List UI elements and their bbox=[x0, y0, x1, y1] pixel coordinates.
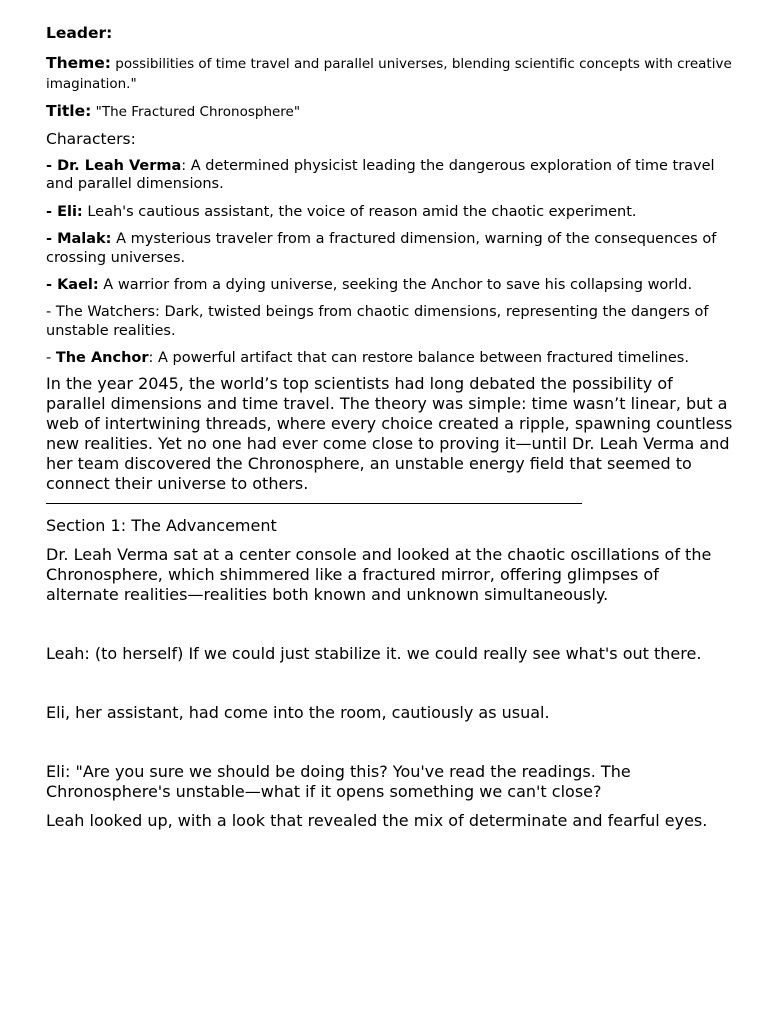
title-label: Title: bbox=[46, 102, 92, 121]
section-heading: Section 1: The Advancement bbox=[46, 515, 277, 535]
leader-label: Leader: bbox=[46, 24, 113, 42]
horizontal-rule bbox=[46, 503, 582, 504]
character-name: - Dr. Leah Verma bbox=[46, 157, 182, 174]
story-paragraph: Eli: "Are you sure we should be doing this? You've read the readings. The Chronosphere's unstable—what if it opens something we can't close? bbox=[46, 761, 631, 801]
character-name: The Anchor bbox=[55, 350, 149, 367]
title-line bbox=[46, 101, 736, 121]
character-name: - Malak: bbox=[46, 231, 112, 248]
character-entry bbox=[46, 349, 736, 367]
character-name: - Kael: bbox=[46, 276, 99, 293]
story-paragraph: Leah looked up, with a look that revealed the mix of determinate and fearful eyes. bbox=[46, 810, 708, 830]
story-paragraph: Eli, her assistant, had come into the room, cautiously as usual. bbox=[46, 702, 550, 722]
theme-line bbox=[46, 53, 736, 92]
character-entry bbox=[46, 157, 736, 194]
character-entry bbox=[46, 203, 736, 221]
character-description: : A determined physicist leading the dangerous exploration of time travel and parallel dimensions. bbox=[46, 157, 715, 193]
character-name: - The Watchers: bbox=[46, 304, 160, 321]
character-entry bbox=[46, 276, 736, 294]
character-description: A mysterious traveler from a fractured dimension, warning of the consequences of crossing universes. bbox=[46, 231, 717, 266]
character-prefix: - bbox=[46, 350, 56, 367]
character-entry bbox=[46, 303, 736, 340]
intro-paragraph: In the year 2045, the world’s top scientists had long debated the possibility of parallel dimensions and time travel. The theory was simple: time wasn’t linear, but a web of intertwining threads, where every choice created a ripple, spawning countless new realities. Yet no one had ever come close to proving it—until Dr. Leah Verma and her team discovered the Chronosphere, an unstable energy field that seemed to connect their universe to others. bbox=[46, 373, 733, 493]
characters-heading: Characters: bbox=[46, 129, 136, 148]
document-page bbox=[46, 24, 736, 831]
title-text: "The Fractured Chronosphere" bbox=[91, 104, 301, 121]
story-paragraph: Dr. Leah Verma sat at a center console and looked at the chaotic oscillations of the Chronosphere, which shimmered like a fractured mirror, offering glimpses of alternate realities—realities both known and unknown simultaneously. bbox=[46, 544, 712, 604]
character-description: : A powerful artifact that can restore balance between fractured timelines. bbox=[148, 350, 689, 367]
character-description: Leah's cautious assistant, the voice of reason amid the chaotic experiment. bbox=[82, 203, 637, 220]
character-description: Dark, twisted beings from chaotic dimensions, representing the dangers of unstable realities. bbox=[46, 304, 709, 339]
character-entry bbox=[46, 230, 736, 267]
theme-label: Theme: bbox=[46, 54, 111, 73]
theme-text: possibilities of time travel and parallel universes, blending scientific concepts with creative imagination." bbox=[46, 56, 732, 92]
character-name: - Eli: bbox=[46, 203, 83, 220]
character-description: A warrior from a dying universe, seeking the Anchor to save his collapsing world. bbox=[98, 276, 693, 293]
story-paragraph: Leah: (to herself) If we could just stabilize it. we could really see what's out there. bbox=[46, 643, 702, 663]
